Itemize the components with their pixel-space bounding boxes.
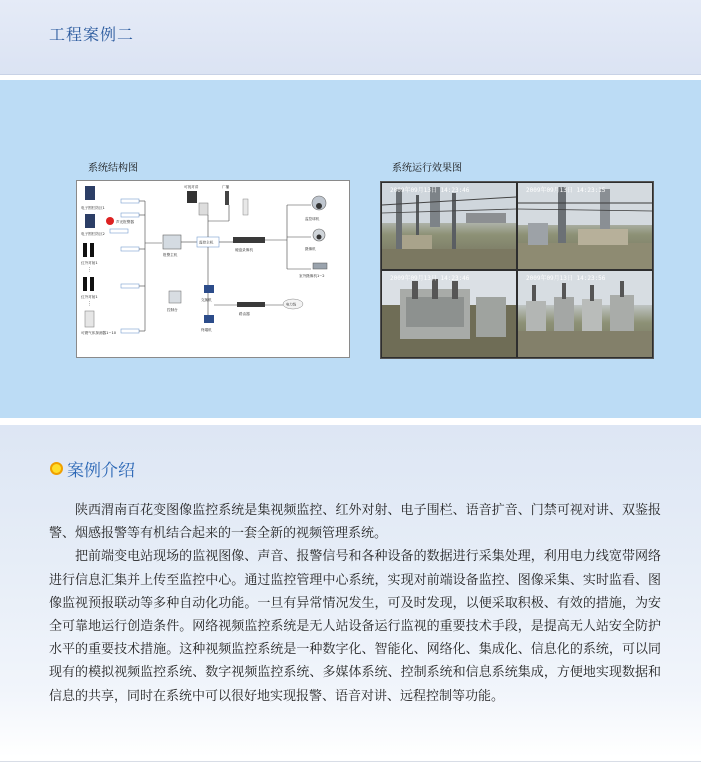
- column-speaker-icon: [243, 199, 248, 215]
- footer-divider: [0, 761, 701, 762]
- surveillance-photo-2: [518, 183, 652, 269]
- ir2-label: 红外对射1: [81, 295, 98, 299]
- photo-4-timestamp: 2009年09月13日 14:23:56: [526, 275, 606, 282]
- network-label: 电力线: [286, 302, 297, 307]
- vis-intercom-label: 可视对讲: [184, 185, 199, 189]
- surveillance-photo-4: [518, 271, 652, 357]
- ir1-label: 红外对射1: [81, 261, 98, 265]
- box-2: [121, 199, 139, 203]
- gun-cam-label: 摄像机: [305, 247, 316, 251]
- speaker-icon: [225, 191, 229, 205]
- broadcast-label: 广播: [222, 185, 230, 189]
- surveillance-photo-1: [382, 183, 516, 269]
- fence-device-1-icon: [85, 186, 95, 200]
- bullet-circle-icon: [50, 462, 63, 475]
- fence2-label: 电子围栏防区2: [81, 232, 105, 236]
- svg-text:⋮: ⋮: [87, 267, 92, 273]
- ir-receiver-2-icon: [90, 277, 94, 291]
- router-icon: [237, 302, 265, 307]
- console-label: 控制台: [167, 308, 178, 312]
- svg-text:⋮: ⋮: [87, 301, 92, 307]
- photo-2-timestamp: 2009年09月13日 14:23:15: [526, 187, 606, 194]
- alarm-host-label: 报警主机: [163, 253, 178, 257]
- router-label: 路由器: [239, 312, 250, 316]
- hdvr-icon: [233, 237, 265, 243]
- box-1: [110, 229, 128, 233]
- fence1-label: 电子围栏防区1: [81, 206, 105, 210]
- switch-monitor-icon: [204, 285, 214, 293]
- ir-emitter-1-icon: [83, 243, 87, 257]
- fence-device-2-icon: [85, 214, 95, 228]
- ir-emitter-2-icon: [83, 277, 87, 291]
- section-heading: [50, 457, 135, 479]
- intro-paragraph-2: 把前端变电站现场的监视图像、声音、报警信号和各种设备的数据进行采集处理，利用电力线宽带网络进行信息汇集并上传至监控中心。通过监控管理中心系统，实现对前端设备监控、图像采集、实时监看、图像监视预报联动等多种自动化功能。一旦有异常情况发生，可及时发现，以便采取积极、有效的措施，为安全可靠地运行创造条件。网络视频监控系统是无人站设备运行监视的重要技术手段，是提高无人站安全防护水平的重要技术措施。这种视频监控系统是一种数字化、智能化、网络化、集成化、信息化的系统，可以同现有的模拟视频监控系统、数字视频监控系统、多媒体系统、控制系统和信息系统集成，方便地实现数据和信息的共享，同时在系统中可以很好地实现报警、语音对讲、远程控制等功能。: [49, 549, 661, 704]
- box-3: [121, 213, 139, 217]
- pole-camera-icon: [313, 263, 327, 269]
- box-6: [121, 329, 139, 333]
- console-icon: [169, 291, 181, 303]
- alarm-speaker-icon: [106, 217, 114, 225]
- effect-caption: 系统运行效果图: [392, 163, 462, 174]
- system-structure-diagram: [76, 180, 350, 358]
- running-effect-photos: [380, 181, 654, 359]
- pole-cam-label: 室外摄像机1~2: [299, 274, 325, 278]
- section-title: 案例介绍: [67, 460, 135, 481]
- page-title: 工程案例二: [49, 25, 135, 44]
- intro-paragraph-1: 陕西渭南百花变图像监控系统是集视频监控、红外对射、电子围栏、语音扩音、门禁可视对讲、双鉴报警、烟感报警等有机结合起来的一套全新的视频管理系统。: [49, 503, 661, 542]
- smoke-label: 可燃气体探测器1~10: [81, 331, 117, 335]
- box-5: [121, 284, 139, 288]
- ir-receiver-1-icon: [90, 243, 94, 257]
- surveillance-photo-3: [382, 271, 516, 357]
- case-intro-text: [49, 499, 661, 708]
- alarm-speaker-label: 声光报警器: [116, 220, 134, 224]
- alarm-host-icon: [163, 235, 181, 249]
- client-label: 终端机: [201, 328, 212, 332]
- hdvr-label: 硬盘录像机: [235, 248, 253, 252]
- intercom-panel-icon: [187, 191, 197, 203]
- door-station-icon: [199, 203, 208, 215]
- figure-panel: [0, 80, 701, 418]
- dome-cam-label: 监控球机: [305, 217, 320, 221]
- photo-1-timestamp: 2009年09月13日 14:23:46: [390, 187, 470, 194]
- smoke-detector-icon: [85, 311, 94, 327]
- box-4: [121, 247, 139, 251]
- photo-3-timestamp: 2009年09月13日 14:23:46: [390, 275, 470, 282]
- switch-label: 交换机: [201, 298, 212, 302]
- diagram-caption: 系统结构图: [88, 163, 138, 174]
- monitor-host-label: 监控主机: [199, 240, 214, 245]
- header-band: [0, 0, 701, 75]
- client-monitor-icon: [204, 315, 214, 323]
